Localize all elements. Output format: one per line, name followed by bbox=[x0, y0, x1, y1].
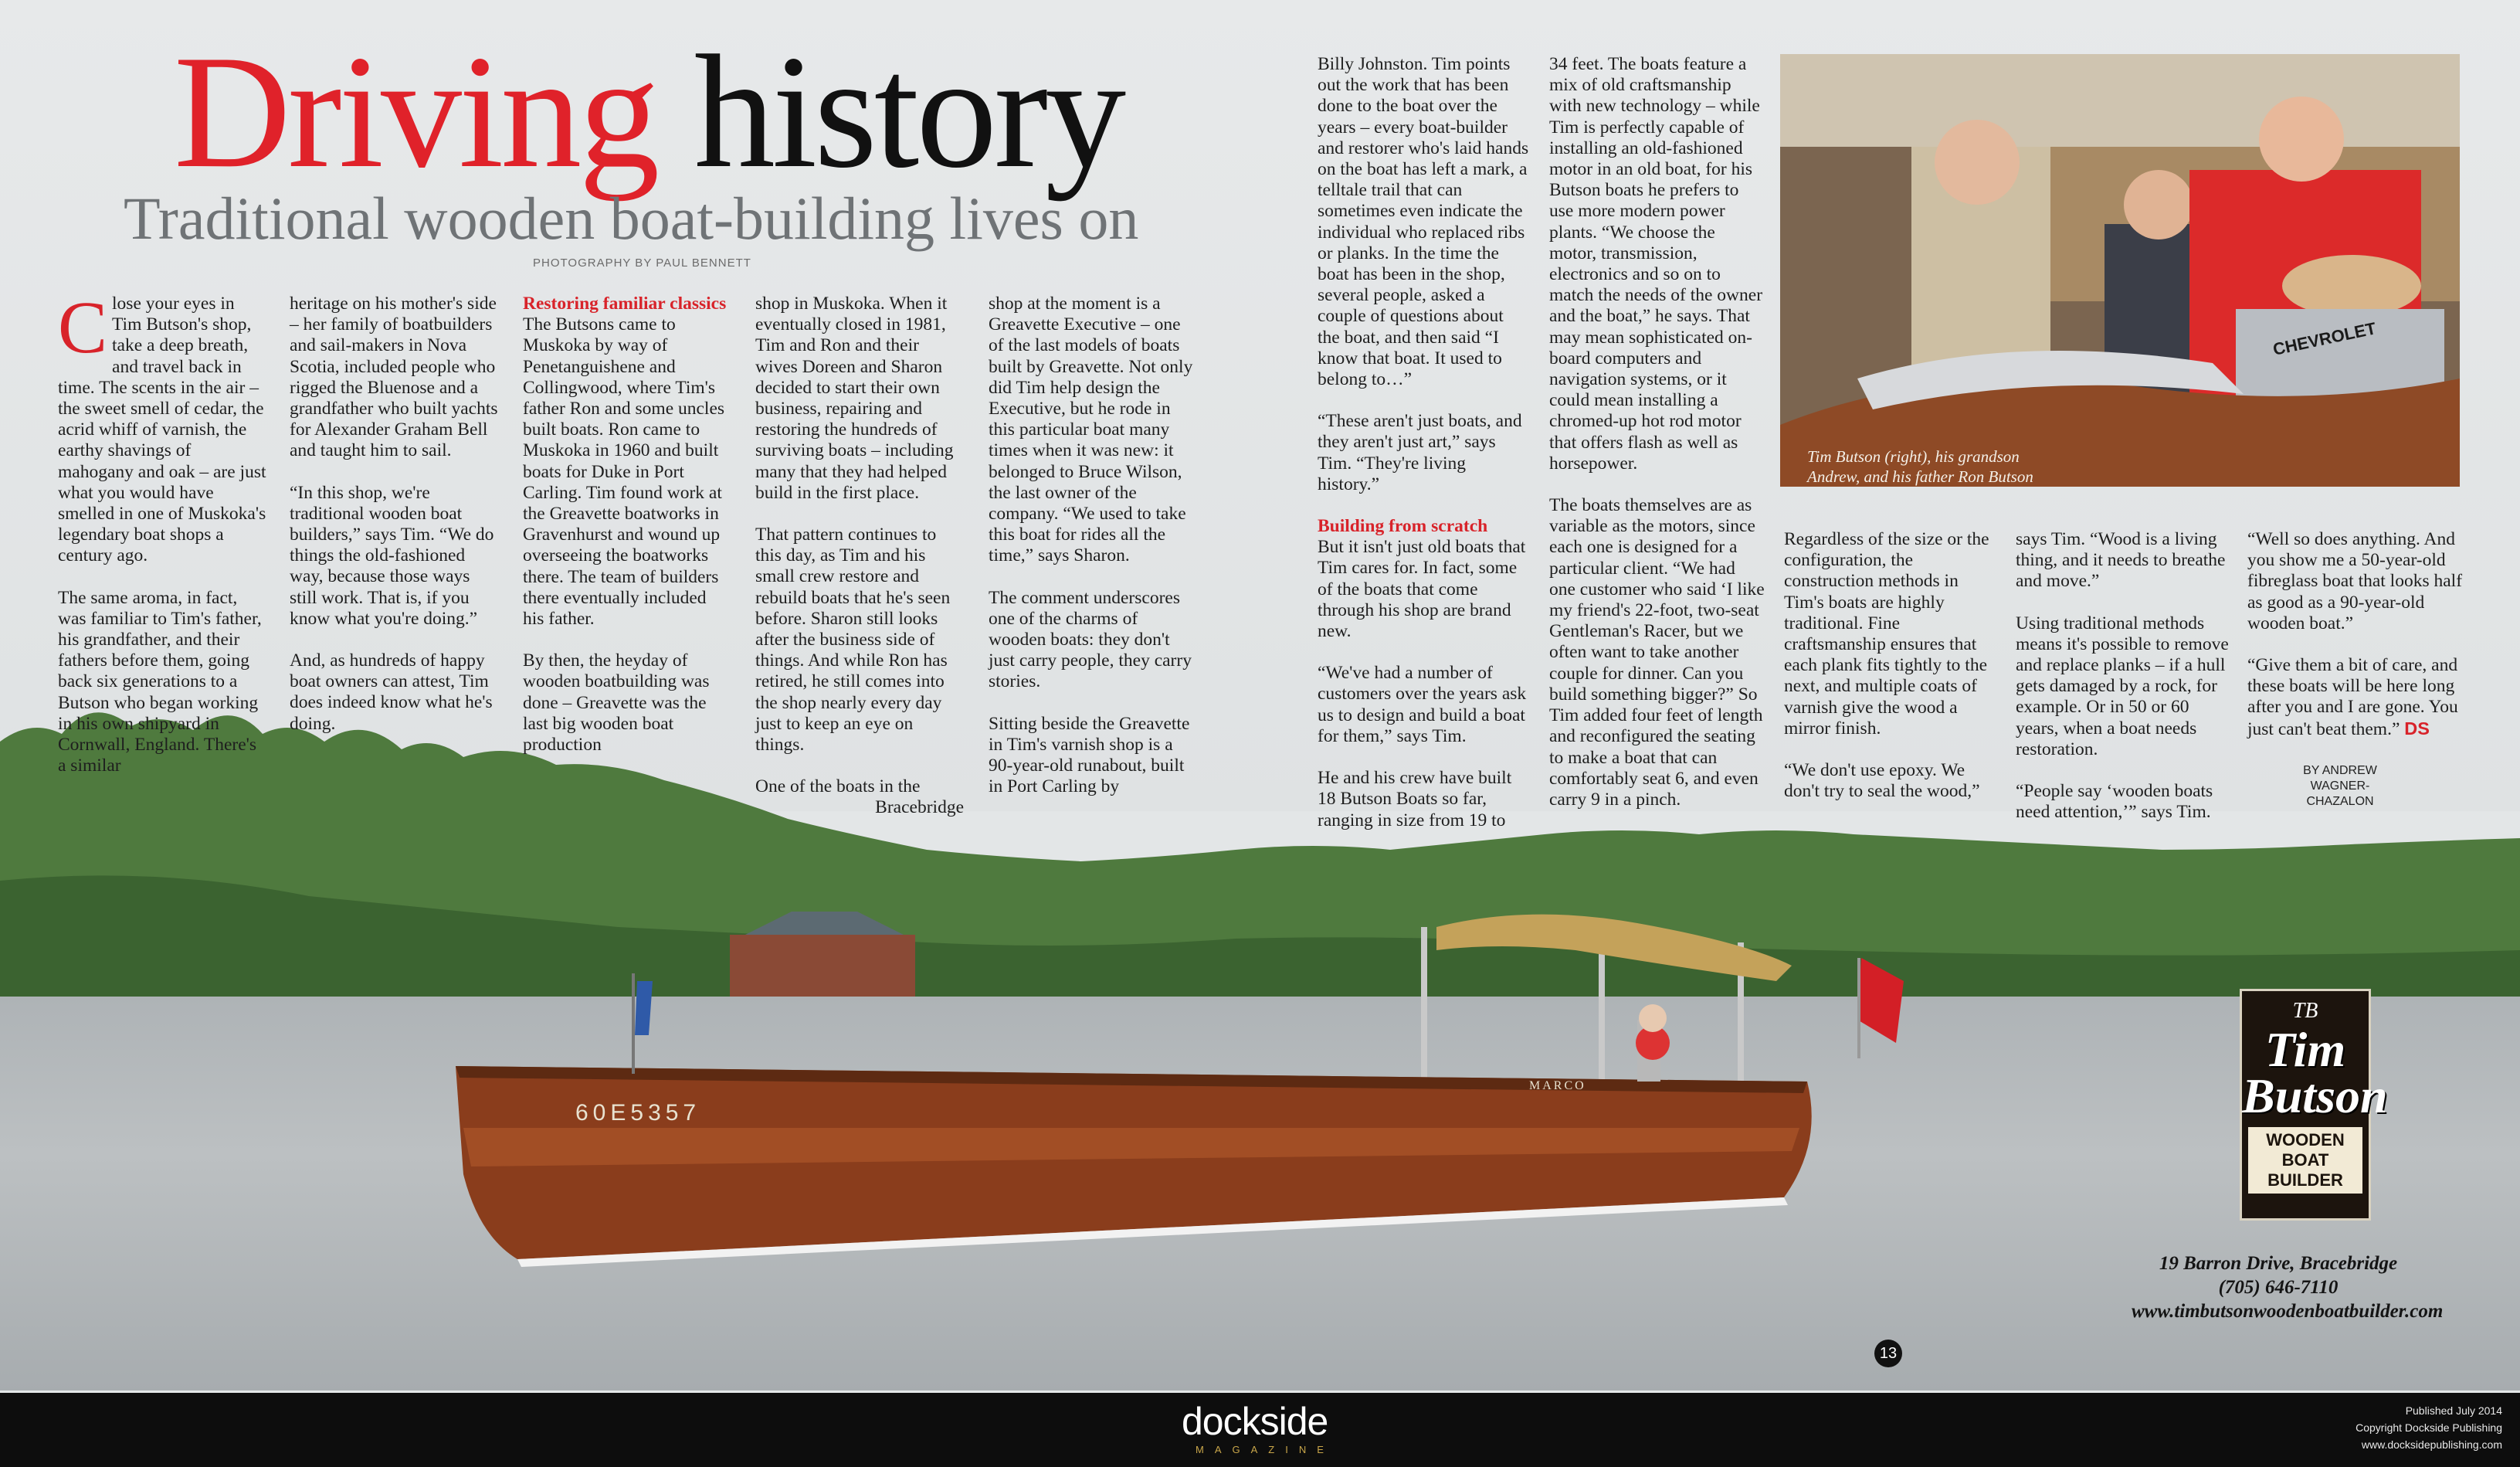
wooden-boat-illustration bbox=[432, 896, 2101, 1298]
caption-line: Andrew, and his father Ron Butson bbox=[1807, 467, 2033, 486]
paragraph: He and his crew have built 18 Butson Boats so far, ranging in size from 19 to bbox=[1318, 768, 1512, 830]
paragraph: “We don't use epoxy. We don't try to seal the wood,” bbox=[1784, 760, 1980, 802]
byline-line: WAGNER-CHAZALON bbox=[2306, 779, 2374, 808]
article-column-2 bbox=[290, 294, 498, 756]
paragraph: shop at the moment is a Greavette Executive – one of the last models of boats built by Greavette. Not only did Tim help design the Executive, but he rode in this particular boat many times when it was new: it belonged to Bruce Wilson, the last owner of the company. “We used to take this boat for rides all the time,” says Sharon. bbox=[989, 294, 1193, 566]
section-heading: Building from scratch bbox=[1318, 516, 1488, 537]
magazine-footer bbox=[0, 1393, 2520, 1467]
paragraph: But it isn't just old boats that Tim cares for. In fact, some of the boats that come through his shop are brand new. bbox=[1318, 537, 1526, 642]
paragraph: And, as hundreds of happy boat owners can attest, Tim does indeed know what he's doing. bbox=[290, 650, 493, 734]
engine-label: CHEVROLET bbox=[2271, 318, 2378, 359]
paragraph: says Tim. “Wood is a living thing, and it needs to breathe and move.” bbox=[2016, 529, 2226, 592]
paragraph: One of the boats in the bbox=[755, 776, 921, 797]
logo-name-line: Tim bbox=[2264, 1022, 2346, 1077]
paragraph: The boats themselves are as variable as the motors, since each one is designed for a particular client. “We had one customer who said ‘I like my friend's 22-foot, two-seat Gentleman's Racer, but we often want to take another couple for dinner. Can you build something bigger?” So Tim added four feet of length and reconfigured the seating to make a boat that can comfortably seat 6, and even carry 9 in a pinch. bbox=[1549, 495, 1765, 810]
photo-caption bbox=[1807, 447, 2033, 487]
logo-tagline-line: BOAT bbox=[2281, 1150, 2329, 1170]
paragraph: Sitting beside the Greavette in Tim's varnish shop is a 90-year-old runabout, built in Port Carling by bbox=[989, 713, 1190, 797]
paragraph: Bracebridge bbox=[875, 797, 964, 818]
workshop-photo bbox=[1780, 54, 2460, 487]
article-column-9 bbox=[2016, 529, 2236, 844]
article-column-5 bbox=[989, 294, 1197, 818]
article-title bbox=[174, 22, 1124, 202]
byline bbox=[2286, 763, 2394, 810]
paragraph: “People say ‘wooden boats need attention,’” says Tim. bbox=[2016, 781, 2213, 823]
contact-info bbox=[2132, 1251, 2444, 1323]
paragraph-text: “Give them a bit of care, and these boats will be here long after you and I are gone. You just can't beat them.” bbox=[2247, 655, 2458, 739]
paragraph: The comment underscores one of the charms of wooden boats: they don't just carry people, they carry stories. bbox=[989, 587, 1192, 692]
article-column-6 bbox=[1318, 54, 1530, 852]
contact-address: 19 Barron Drive, Bracebridge bbox=[2159, 1253, 2398, 1274]
logo-tagline bbox=[2248, 1127, 2362, 1194]
logo-tagline-line: BUILDER bbox=[2267, 1170, 2343, 1190]
paragraph: That pattern continues to this day, as Tim and his small crew restore and rebuild boats that he's seen before. Sharon still looks after the business side of things. And while Ron has retired, he still comes into the shop nearly every day just to keep an eye on things. bbox=[755, 525, 951, 756]
publisher-website[interactable]: www.docksidepublishing.com bbox=[2361, 1438, 2502, 1451]
paragraph: “Well so does anything. And you show me a 50-year-old fibreglass boat that looks half as good as a 90-year-old wooden boat.” bbox=[2247, 529, 2463, 633]
paragraph: “We've had a number of customers over the years ask us to design and build a boat for them,” says Tim. bbox=[1318, 663, 1527, 746]
article-subtitle: Traditional wooden boat-building lives on bbox=[124, 185, 1139, 252]
paragraph: 34 feet. The boats feature a mix of old craftsmanship with new technology – while Tim is perfectly capable of installing an old-fashioned motor in an old boat, for his Butson boats he prefers to use more modern power plants. “We choose the motor, transmission, electronics and so on to match the needs of the owner and the boat,” he says. That may mean sophisticated on-board computers and navigation systems, or it could mean installing a chromed-up hot rod motor that offers flash as well as horsepower. bbox=[1549, 54, 1763, 474]
drop-cap: C bbox=[58, 286, 108, 368]
section-heading: Restoring familiar classics bbox=[523, 294, 727, 314]
paragraph: “These aren't just boats, and they aren't just art,” says Tim. “They're living history.” bbox=[1318, 411, 1522, 494]
paragraph-text: lose your eyes in Tim Butson's shop, take a deep breath, and travel back in time. The scents in the air – the sweet smell of cedar, the acrid whiff of varnish, the earthy shavings of mahogany and oak – are just what you would have smelled in one of Muskoka's legendary boat shops a century ago. bbox=[58, 294, 266, 566]
magazine-logo: dockside bbox=[1182, 1400, 1328, 1443]
title-black-word: history bbox=[694, 22, 1124, 202]
logo-tagline-line: WOODEN bbox=[2266, 1130, 2345, 1149]
caption-line: Tim Butson (right), his grandson bbox=[1807, 447, 2020, 466]
page-number: 13 bbox=[1874, 1340, 1902, 1367]
paragraph: The same aroma, in fact, was familiar to Tim's father, his grandfather, and their fathers before them, going back six generations to a Butson who began working in his own shipyard in Cornwall, England. There's a similar bbox=[58, 587, 262, 776]
paragraph bbox=[2247, 655, 2464, 740]
published-date: Published July 2014 bbox=[2405, 1404, 2502, 1417]
workshop-photo-illustration bbox=[1780, 54, 2460, 487]
paragraph: By then, the heyday of wooden boatbuilding was done – Greavette was the last big wooden boat production bbox=[523, 650, 710, 756]
contact-phone: (705) 646-7110 bbox=[2218, 1277, 2339, 1298]
paragraph: Regardless of the size or the configuration, the construction methods in Tim's boats are highly traditional. Fine craftsmanship ensures that each plank fits tightly to the next, and multiple coats of varnish give the wood a mirror finish. bbox=[1784, 529, 1989, 739]
paragraph: Using traditional methods means it's possible to remove and replace planks – if a hull gets damaged by a rock, for example. Or in 50 or 60 years, when a boat needs restoration. bbox=[2016, 613, 2229, 759]
contact-website[interactable]: www.timbutsonwoodenboatbuilder.com bbox=[2132, 1301, 2444, 1322]
paragraph: Billy Johnston. Tim points out the work that has been done to the boat over the years – every boat-builder and restorer who's laid hands on the boat has left a mark, a telltale trail that can sometimes even indicate the individual who replaced ribs or planks. In the time the boat has been in the shop, several people, asked a couple of questions about the boat, and then said “I know that boat. It used to belong to…” bbox=[1318, 54, 1529, 390]
article-column-7 bbox=[1549, 54, 1765, 831]
publication-info bbox=[2317, 1402, 2502, 1453]
logo-name-line: Butson bbox=[2242, 1068, 2388, 1123]
byline-line: BY ANDREW bbox=[2303, 764, 2377, 777]
article-column-4 bbox=[755, 294, 964, 840]
paragraph: The Butsons came to Muskoka by way of Penetanguishene and Collingwood, where Tim's father Ron and some uncles built boats. Ron came to Muskoka in 1960 and built boats for Duke in Port Carling. Tim found work at the Greavette boatworks in Gravenhurst and wound up overseeing the boatworks there. The team of builders there eventually included his father. bbox=[523, 314, 725, 630]
article-column-10 bbox=[2247, 529, 2464, 761]
paragraph: heritage on his mother's side – her family of boatbuilders and sail-makers in Nova Scotia, included people who rigged the Bluenose and a grandfather who built yachts for Alexander Graham Bell and taught him to sail. bbox=[290, 294, 498, 461]
article-column-1 bbox=[58, 286, 266, 797]
end-mark: DS bbox=[2404, 718, 2430, 739]
logo-monogram: TB bbox=[2292, 999, 2318, 1023]
title-red-word: Driving bbox=[174, 22, 657, 202]
boat-registration: 60E5357 bbox=[575, 1100, 701, 1126]
boat-name: MARCO bbox=[1529, 1079, 1586, 1092]
paragraph: shop in Muskoka. When it eventually closed in 1981, Tim and Ron and their wives Doreen and Sharon decided to start their own business, repairing and restoring the hundreds of surviving boats – including many that they had helped build in the first place. bbox=[755, 294, 954, 503]
photo-credit: PHOTOGRAPHY BY PAUL BENNETT bbox=[533, 256, 751, 270]
article-column-3 bbox=[523, 294, 731, 776]
article-column-8 bbox=[1784, 529, 2000, 823]
paragraph: “In this shop, we're traditional wooden boat builders,” says Tim. “We do things the old-fashioned way, because those ways still work. That is, if you know what you're doing.” bbox=[290, 482, 494, 629]
paragraph bbox=[58, 286, 266, 567]
magazine-logo-subtext: MAGAZINE bbox=[1196, 1444, 1335, 1455]
copyright-notice: Copyright Dockside Publishing bbox=[2356, 1421, 2502, 1434]
tim-butson-logo bbox=[2240, 989, 2388, 1221]
